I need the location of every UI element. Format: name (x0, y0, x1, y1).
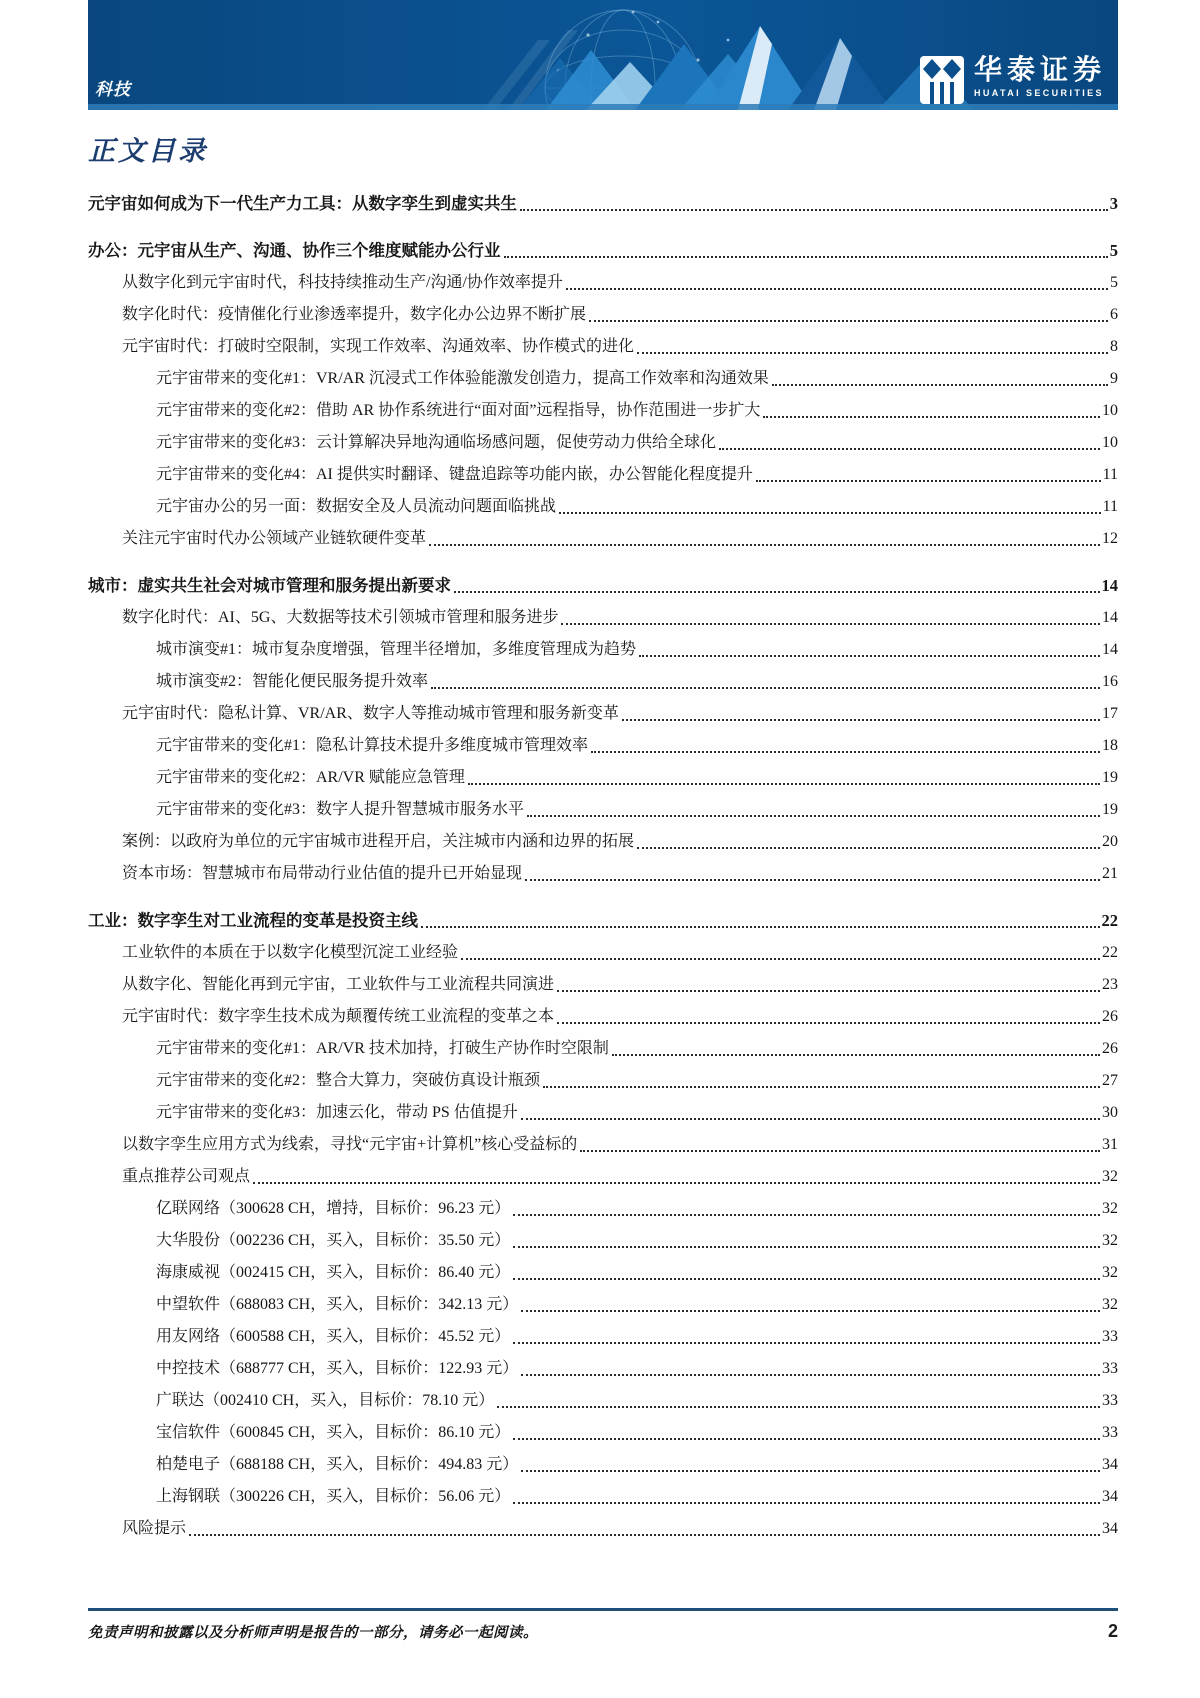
toc-entry-page: 17 (1102, 705, 1118, 722)
toc-entry[interactable] (88, 1193, 1118, 1225)
toc-dotted-leader (513, 1214, 1100, 1216)
toc-entry[interactable] (88, 1129, 1118, 1161)
toc-dotted-leader (622, 719, 1100, 721)
toc-dotted-leader (513, 1342, 1100, 1344)
toc-entry-label: 重点推荐公司观点 (122, 1168, 251, 1185)
toc-entry-page: 14 (1102, 609, 1118, 626)
toc-dotted-leader (497, 1406, 1100, 1408)
toc-entry-label: 城市：虚实共生社会对城市管理和服务提出新要求 (88, 576, 451, 595)
toc-dotted-leader (561, 623, 1100, 625)
toc-dotted-leader (431, 687, 1100, 689)
toc-entry-label: 中望软件（688083 CH，买入，目标价：342.13 元） (156, 1296, 519, 1313)
toc-entry-page: 11 (1102, 466, 1118, 483)
toc-entry-page: 22 (1102, 944, 1118, 961)
toc-entry[interactable] (88, 634, 1118, 666)
toc-entry-label: 元宇宙时代：隐私计算、VR/AR、数字人等推动城市管理和服务新变革 (122, 705, 619, 722)
toc-dotted-leader (580, 1150, 1100, 1152)
toc-dotted-leader (461, 958, 1100, 960)
toc-entry[interactable] (88, 331, 1118, 363)
toc-entry[interactable] (88, 235, 1118, 267)
toc-entry-page: 11 (1102, 498, 1118, 515)
toc-entry-page: 10 (1102, 402, 1118, 419)
toc-entry-label: 城市演变#2：智能化便民服务提升效率 (156, 673, 429, 690)
toc-dotted-leader (468, 783, 1100, 785)
toc-entry[interactable] (88, 395, 1118, 427)
toc-entry-label: 以数字孪生应用方式为线索，寻找“元宇宙+计算机”核心受益标的 (122, 1136, 578, 1153)
toc-dotted-leader (520, 209, 1108, 211)
toc-dotted-leader (589, 320, 1108, 322)
toc-entry-label: 中控技术（688777 CH，买入，目标价：122.93 元） (156, 1360, 519, 1377)
toc-entry[interactable] (88, 1481, 1118, 1513)
toc-entry[interactable] (88, 1257, 1118, 1289)
toc-dotted-leader (189, 1534, 1100, 1536)
toc-dotted-leader (637, 352, 1108, 354)
toc-entry-label: 元宇宙带来的变化#2：借助 AR 协作系统进行“面对面”远程指导，协作范围进一步扩大 (156, 402, 761, 419)
toc-entry-page: 12 (1102, 530, 1118, 547)
toc-entry[interactable] (88, 491, 1118, 523)
toc-entry[interactable] (88, 794, 1118, 826)
toc-entry[interactable] (88, 666, 1118, 698)
toc-entry-label: 关注元宇宙时代办公领域产业链软硬件变革 (122, 530, 427, 547)
toc-entry[interactable] (88, 523, 1118, 555)
toc-entry-page: 31 (1102, 1136, 1118, 1153)
toc-entry-page: 32 (1102, 1296, 1118, 1313)
toc-dotted-leader (454, 591, 1100, 593)
toc-entry[interactable] (88, 1225, 1118, 1257)
toc-entry-page: 5 (1109, 241, 1118, 260)
toc-dotted-leader (527, 815, 1100, 817)
toc-entry[interactable] (88, 1065, 1118, 1097)
toc-entry-label: 柏楚电子（688188 CH，买入，目标价：494.83 元） (156, 1456, 519, 1473)
toc-entry-label: 元宇宙带来的变化#4：AI 提供实时翻译、键盘追踪等功能内嵌，办公智能化程度提升 (156, 466, 753, 483)
toc-entry[interactable] (88, 459, 1118, 491)
toc-entry-page: 14 (1101, 576, 1118, 595)
toc-entry[interactable] (88, 1033, 1118, 1065)
page-footer (88, 1608, 1118, 1642)
toc-entry-label: 广联达（002410 CH，买入，目标价：78.10 元） (156, 1392, 495, 1409)
toc-entry-page: 14 (1102, 641, 1118, 658)
toc-entry-label: 元宇宙时代：打破时空限制，实现工作效率、沟通效率、协作模式的进化 (122, 338, 635, 355)
toc-entry-label: 元宇宙带来的变化#2：整合大算力，突破仿真设计瓶颈 (156, 1072, 541, 1089)
toc-entry-label: 风险提示 (122, 1520, 187, 1537)
toc-dotted-leader (504, 256, 1108, 258)
toc-entry-page: 32 (1102, 1264, 1118, 1281)
toc-dotted-leader (566, 288, 1108, 290)
toc-entry-page: 20 (1102, 833, 1118, 850)
toc-entry[interactable] (88, 698, 1118, 730)
toc-entry-page: 23 (1102, 976, 1118, 993)
toc-dotted-leader (612, 1054, 1100, 1056)
toc-entry-page: 32 (1102, 1200, 1118, 1217)
toc-dotted-leader (543, 1086, 1100, 1088)
toc-dotted-leader (772, 384, 1108, 386)
toc-dotted-leader (559, 512, 1101, 514)
toc-entry[interactable] (88, 1449, 1118, 1481)
toc-entry[interactable] (88, 858, 1118, 890)
toc-section (88, 0, 1118, 1545)
page-number: 2 (1107, 1621, 1118, 1641)
toc-dotted-leader (513, 1502, 1100, 1504)
toc-entry-page: 26 (1102, 1008, 1118, 1025)
toc-entry-label: 数字化时代：AI、5G、大数据等技术引领城市管理和服务进步 (122, 609, 559, 626)
toc-dotted-leader (719, 448, 1100, 450)
toc-dotted-leader (639, 655, 1100, 657)
footer-divider (88, 1608, 1118, 1611)
toc-entry-label: 亿联网络（300628 CH，增持，目标价：96.23 元） (156, 1200, 511, 1217)
toc-entry[interactable] (88, 1513, 1118, 1545)
toc-entry-label: 海康威视（002415 CH，买入，目标价：86.40 元） (156, 1264, 511, 1281)
toc-dotted-leader (513, 1246, 1100, 1248)
toc-dotted-leader (253, 1182, 1100, 1184)
toc-entry[interactable] (88, 363, 1118, 395)
toc-entry-label: 大华股份（002236 CH，买入，目标价：35.50 元） (156, 1232, 511, 1249)
toc-entry-label: 从数字化、智能化再到元宇宙，工业软件与工业流程共同演进 (122, 976, 555, 993)
toc-entry[interactable] (88, 188, 1118, 220)
toc-dotted-leader (756, 480, 1101, 482)
toc-dotted-leader (429, 544, 1100, 546)
toc-entry-page: 21 (1102, 865, 1118, 882)
toc-entry[interactable] (88, 937, 1118, 969)
toc-entry-page: 9 (1110, 370, 1118, 387)
toc-entry-label: 用友网络（600588 CH，买入，目标价：45.52 元） (156, 1328, 511, 1345)
toc-entry-page: 10 (1102, 434, 1118, 451)
toc-entry[interactable] (88, 1321, 1118, 1353)
toc-dotted-leader (521, 1310, 1100, 1312)
toc-entry-page: 32 (1102, 1168, 1118, 1185)
toc-entry[interactable] (88, 1417, 1118, 1449)
toc-dotted-leader (513, 1438, 1100, 1440)
toc-dotted-leader (421, 926, 1100, 928)
toc-entry-page: 30 (1102, 1104, 1118, 1121)
toc-entry-page: 32 (1102, 1232, 1118, 1249)
toc-entry-label: 元宇宙办公的另一面：数据安全及人员流动问题面临挑战 (156, 498, 557, 515)
toc-entry[interactable] (88, 299, 1118, 331)
toc-entry-page: 5 (1110, 274, 1118, 291)
toc-entry[interactable] (88, 762, 1118, 794)
toc-entry-page: 34 (1102, 1488, 1118, 1505)
toc-dotted-leader (521, 1118, 1100, 1120)
toc-entry-label: 工业软件的本质在于以数字化模型沉淀工业经验 (122, 944, 459, 961)
toc-dotted-leader (521, 1374, 1100, 1376)
toc-dotted-leader (521, 1470, 1100, 1472)
toc-entry[interactable] (88, 1385, 1118, 1417)
toc-entry-page: 34 (1102, 1520, 1118, 1537)
toc-entry[interactable] (88, 826, 1118, 858)
toc-entry-page: 33 (1102, 1328, 1118, 1345)
toc-entry-label: 城市演变#1：城市复杂度增强，管理半径增加，多维度管理成为趋势 (156, 641, 637, 658)
toc-entry-page: 33 (1102, 1360, 1118, 1377)
toc-entry-label: 元宇宙带来的变化#1：隐私计算技术提升多维度城市管理效率 (156, 737, 589, 754)
toc-entry[interactable] (88, 969, 1118, 1001)
toc-dotted-leader (763, 416, 1100, 418)
toc-entry[interactable] (88, 730, 1118, 762)
footer-disclaimer: 免责声明和披露以及分析师声明是报告的一部分，请务必一起阅读。 (88, 1625, 538, 1641)
toc-entry-label: 元宇宙带来的变化#3：数字人提升智慧城市服务水平 (156, 801, 525, 818)
toc-dotted-leader (637, 847, 1100, 849)
toc-entry[interactable] (88, 1161, 1118, 1193)
toc-entry-label: 资本市场：智慧城市布局带动行业估值的提升已开始显现 (122, 865, 523, 882)
toc-entry-label: 元宇宙带来的变化#3：加速云化，带动 PS 估值提升 (156, 1104, 518, 1121)
toc-entry-label: 数字化时代：疫情催化行业渗透率提升，数字化办公边界不断扩展 (122, 306, 587, 323)
toc-entry[interactable] (88, 570, 1118, 602)
toc-list (88, 188, 1118, 1545)
toc-entry[interactable] (88, 1353, 1118, 1385)
toc-entry-label: 宝信软件（600845 CH，买入，目标价：86.10 元） (156, 1424, 511, 1441)
toc-entry[interactable] (88, 1097, 1118, 1129)
toc-dotted-leader (525, 879, 1100, 881)
toc-entry-label: 上海钢联（300226 CH，买入，目标价：56.06 元） (156, 1488, 511, 1505)
toc-entry-label: 元宇宙带来的变化#2：AR/VR 赋能应急管理 (156, 769, 465, 786)
toc-dotted-leader (557, 990, 1100, 992)
toc-entry-page: 33 (1102, 1424, 1118, 1441)
brand-name-cn: 华泰证券 (973, 55, 1106, 86)
toc-dotted-leader (557, 1022, 1100, 1024)
toc-entry-page: 19 (1102, 801, 1118, 818)
toc-entry-page: 18 (1102, 737, 1118, 754)
toc-entry-label: 元宇宙带来的变化#1：AR/VR 技术加持，打破生产协作时空限制 (156, 1040, 609, 1057)
toc-entry[interactable] (88, 427, 1118, 459)
report-category-label: 科技 (95, 80, 131, 99)
toc-entry-page: 33 (1102, 1392, 1118, 1409)
page-title: 正文目录 (88, 136, 208, 166)
toc-entry-label: 工业：数字孪生对工业流程的变革是投资主线 (88, 911, 418, 930)
toc-entry-label: 办公：元宇宙从生产、沟通、协作三个维度赋能办公行业 (88, 241, 501, 260)
toc-dotted-leader (591, 751, 1100, 753)
toc-entry[interactable] (88, 267, 1118, 299)
toc-entry[interactable] (88, 1001, 1118, 1033)
toc-dotted-leader (513, 1278, 1100, 1280)
toc-entry-label: 从数字化到元宇宙时代，科技持续推动生产/沟通/协作效率提升 (122, 274, 563, 291)
toc-entry-page: 19 (1102, 769, 1118, 786)
toc-entry-label: 元宇宙带来的变化#3：云计算解决异地沟通临场感问题，促使劳动力供给全球化 (156, 434, 717, 451)
toc-entry-label: 元宇宙如何成为下一代生产力工具：从数字孪生到虚实共生 (88, 194, 517, 213)
toc-entry-label: 案例：以政府为单位的元宇宙城市进程开启，关注城市内涵和边界的拓展 (122, 833, 635, 850)
toc-entry-page: 22 (1101, 911, 1118, 930)
brand-name-en: HUATAI SECURITIES (973, 88, 1104, 98)
toc-entry-label: 元宇宙带来的变化#1：VR/AR 沉浸式工作体验能激发创造力，提高工作效率和沟通效果 (156, 370, 769, 387)
toc-entry-label: 元宇宙时代：数字孪生技术成为颠覆传统工业流程的变革之本 (122, 1008, 555, 1025)
toc-entry[interactable] (88, 1289, 1118, 1321)
toc-entry-page: 26 (1102, 1040, 1118, 1057)
toc-entry[interactable] (88, 602, 1118, 634)
toc-entry-page: 16 (1102, 673, 1118, 690)
toc-entry-page: 6 (1110, 306, 1118, 323)
toc-entry-page: 27 (1102, 1072, 1118, 1089)
toc-entry[interactable] (88, 905, 1118, 937)
toc-entry-page: 8 (1110, 338, 1118, 355)
toc-entry-page: 34 (1102, 1456, 1118, 1473)
toc-entry-page: 3 (1109, 194, 1118, 213)
